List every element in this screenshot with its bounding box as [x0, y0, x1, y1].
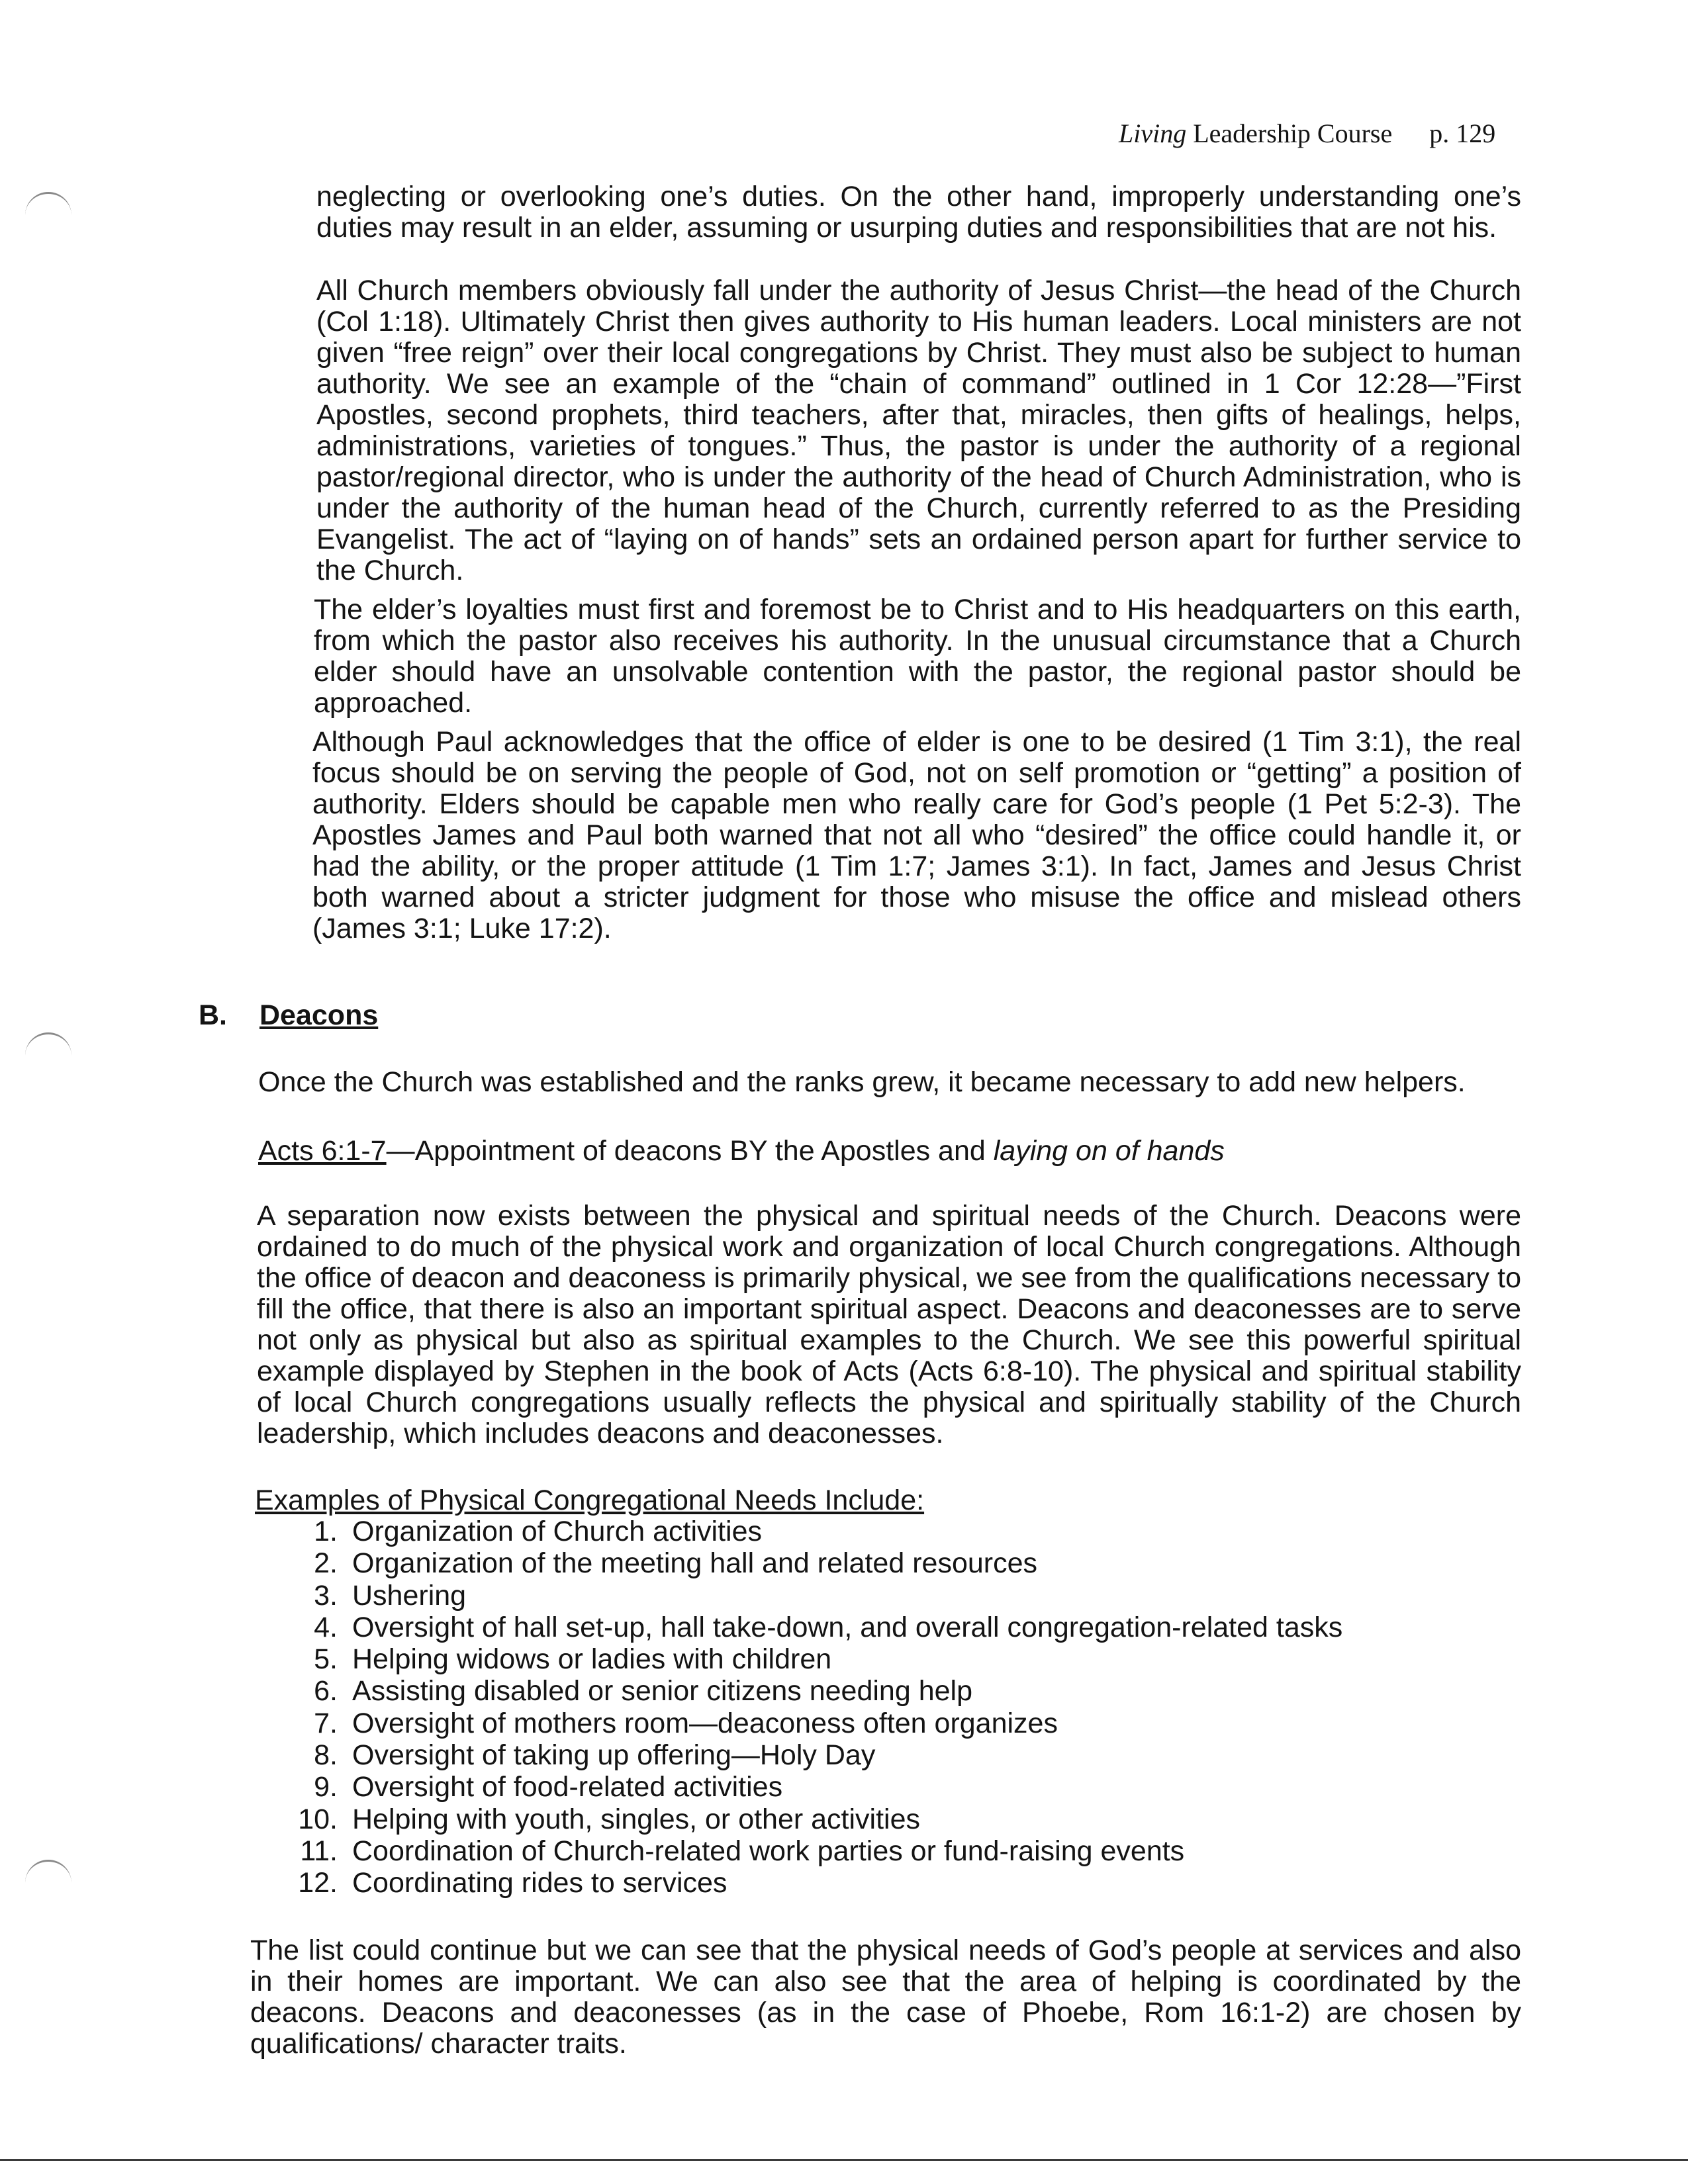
list-item: 1. Organization of Church activities	[314, 1516, 763, 1547]
scan-edge-line	[0, 2159, 1688, 2161]
list-item: 8. Oversight of taking up offering—Holy Day	[314, 1739, 876, 1772]
paragraph-list-conclusion: The list could continue but we can see that the physical needs of God’s people at services and also in their homes are important. We can also see that the area of helping is coordinated by the deacons. Deacons and deaconesses (as in the case of Phoebe, Rom 16:1-2) are chosen by qualifications/ character traits.	[250, 1934, 1521, 2060]
paragraph-physical-spiritual: A separation now exists between the physical and spiritual needs of the Church. Deacons were ordained to do much of the physical work and organization of local Church congregations. Although the office of deacon and deaconess is primarily physical, we see from the qualifications necessary to fill the office, that there is also an important spiritual aspect. Deacons and deaconesses are to serve not only as physical but also as spiritual examples to the Church. We see this powerful spiritual example displayed by Stephen in the book of Acts (Acts 6:8-10). The physical and spiritual stability of local Church congregations usually reflects the physical and spiritually stability of the Church leadership, which includes deacons and deaconesses.	[257, 1200, 1521, 1449]
list-item: 6. Assisting disabled or senior citizens needing help	[314, 1675, 972, 1707]
paragraph-elder-loyalties: The elder’s loyalties must first and foremost be to Christ and to His headquarters on this earth, from which the pastor also receives his authority. In the unusual circumstance that a Church elder should have an unsolvable contention with the pastor, the regional pastor should be approached.	[314, 594, 1521, 719]
paragraph-chain-of-command: All Church members obviously fall under the authority of Jesus Christ—the head of the Church (Col 1:18). Ultimately Christ then gives authority to His human leaders. Local ministers are not given “free reign” over their local congregations by Christ. They must also be subject to human authority. We see an example of the “chain of command” outlined in 1 Cor 12:28—”First Apostles, second prophets, third teachers, after that, miracles, then gifts of healings, helps, administrations, varieties of tongues.” Thus, the pastor is under the authority of a regional pastor/regional director, who is under the authority of the head of Church Administration, who is under the authority of the human head of the Church, currently referred to as the Presiding Evangelist. The act of “laying on of hands” sets an ordained person apart for further service to the Church.	[316, 275, 1521, 586]
list-item: 3. Ushering	[314, 1579, 467, 1612]
acts-reference-line	[258, 1136, 1225, 1167]
scan-mark	[25, 1860, 71, 1888]
scan-mark	[25, 192, 71, 220]
course-title-italic: Living	[1119, 118, 1187, 148]
page-header	[1119, 118, 1542, 149]
paragraph-elder-duties: neglecting or overlooking one’s duties. On the other hand, improperly understanding one’s duties may result in an elder, assuming or usurping duties and responsibilities that are not his.	[316, 181, 1521, 244]
section-title: Deacons	[259, 999, 379, 1031]
list-item: 4. Oversight of hall set-up, hall take-down, and overall congregation-related tasks	[314, 1611, 1343, 1643]
scan-mark	[25, 1032, 71, 1061]
paragraph-office-of-elder: Although Paul acknowledges that the office of elder is one to be desired (1 Tim 3:1), the real focus should be on serving the people of God, not on self promotion or “getting” a position of authority. Elders should be capable men who really care for God’s people (1 Pet 5:2-3). The Apostles James and Paul both warned that not all who “desired” the office could handle it, or had the ability, or the proper attitude (1 Tim 1:7; James 3:1). In fact, James and Jesus Christ both warned about a stricter judgment for those who misuse the office and mislead others (James 3:1; Luke 17:2).	[312, 726, 1521, 944]
deacons-intro: Once the Church was established and the ranks grew, it became necessary to add new helpers.	[258, 1066, 1466, 1098]
course-title: Leadership Course	[1186, 118, 1393, 148]
acts-emphasis: laying on of hands	[993, 1135, 1225, 1167]
section-letter: B.	[199, 999, 227, 1031]
list-item: 2. Organization of the meeting hall and related resources	[314, 1547, 1038, 1580]
list-item: 10. Helping with youth, singles, or other activities	[298, 1803, 921, 1835]
acts-reference: Acts 6:1-7	[258, 1135, 387, 1167]
list-item: 7. Oversight of mothers room—deaconess often organizes	[314, 1707, 1058, 1739]
list-heading: Examples of Physical Congregational Needs Include:	[255, 1484, 925, 1516]
needs-list	[278, 1516, 1342, 1899]
list-item: 9. Oversight of food-related activities	[314, 1771, 783, 1803]
list-item: 12. Coordinating rides to services	[298, 1867, 727, 1899]
page-number: p. 129	[1429, 118, 1496, 148]
acts-description: —Appointment of deacons BY the Apostles and	[386, 1135, 994, 1167]
list-item: 5. Helping widows or ladies with children	[314, 1643, 832, 1676]
list-item: 11. Coordination of Church-related work parties or fund-raising events	[300, 1835, 1185, 1867]
